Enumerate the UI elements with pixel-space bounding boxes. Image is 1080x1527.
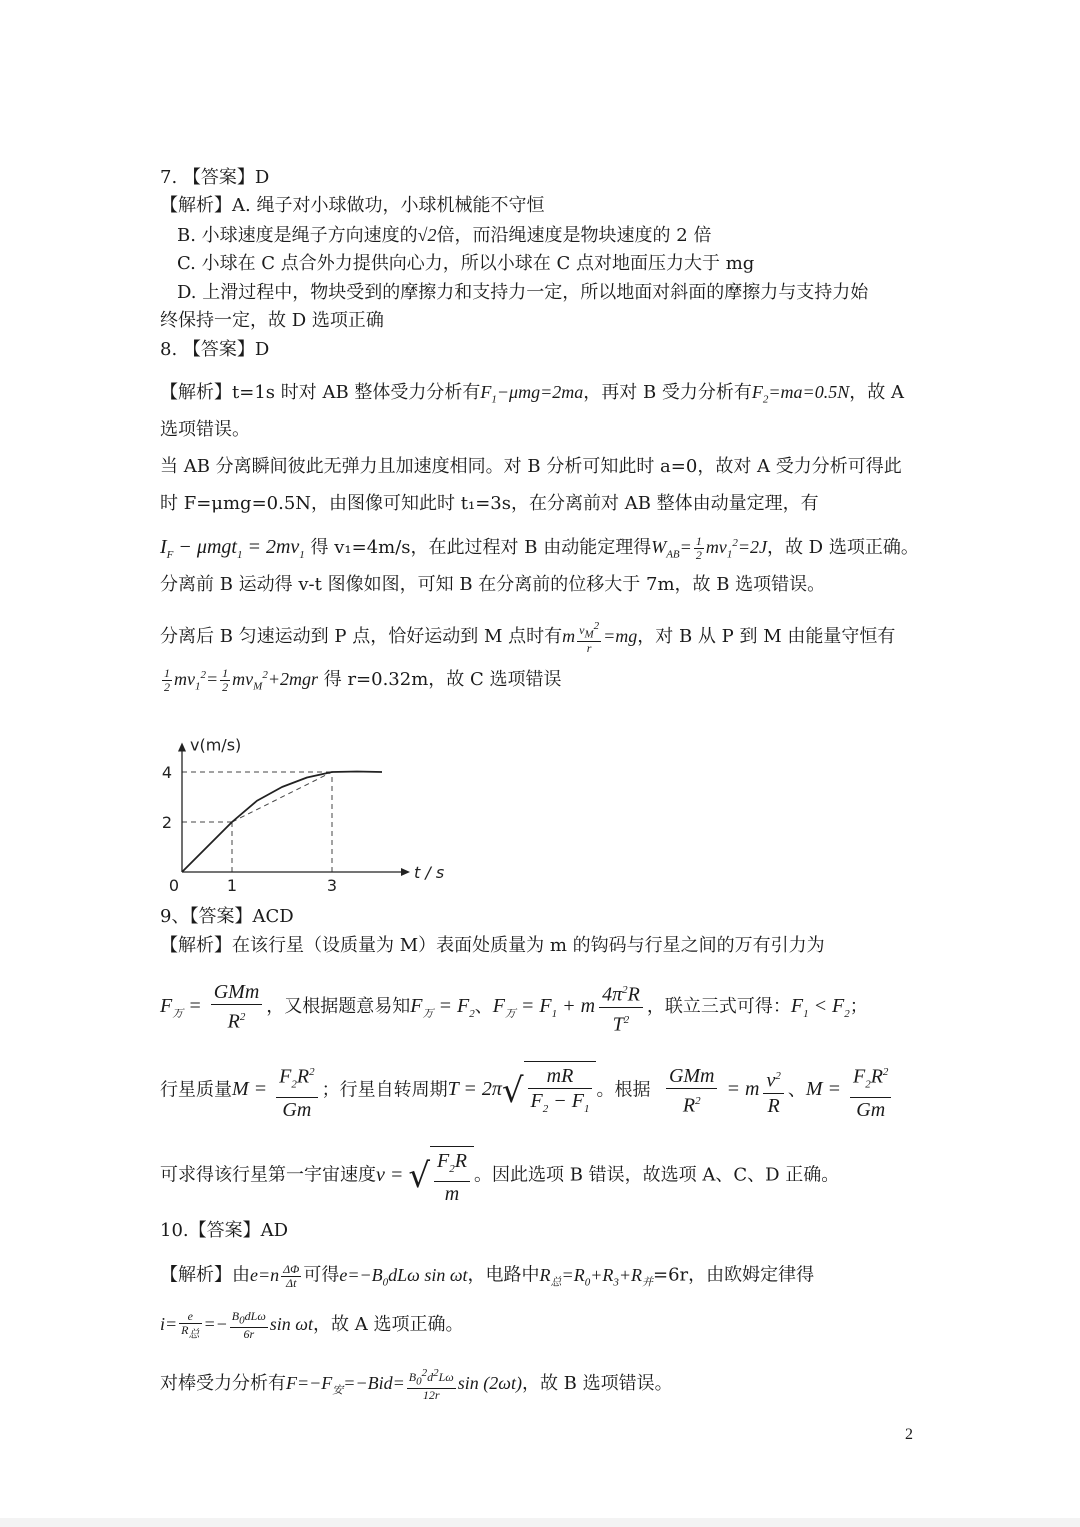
q9-l2-mid: ，又根据题意易知 — [266, 995, 411, 1017]
formula-mass2: M = $\frac{F_2R^2}{Gm}$ — [806, 1078, 896, 1100]
q8-l1-post: ，故 A — [849, 382, 904, 403]
q9-line3 — [160, 1060, 895, 1122]
vt-chart — [160, 712, 445, 902]
x-axis-arrow — [401, 868, 410, 876]
q9-answer: 9、【答案】ACD — [160, 906, 294, 927]
q8-line2: 选项错误。 — [160, 419, 250, 440]
x-tick-label-3: 3 — [326, 876, 338, 895]
formula-period: T = 2π√ $\frac{mR}{F_2 - F_1}$ — [448, 1078, 597, 1100]
q9-l2-post: ，联立三式可得： — [646, 995, 791, 1017]
q10-l2-post: ，故 A 选项正确。 — [313, 1313, 464, 1335]
page-number: 2 — [905, 1426, 913, 1443]
formula-force: $F=-F_安=-Bid=$ $\frac{B_0^2d^2L\omega}{12r}$ sin (2ωt) — [286, 1367, 522, 1403]
q9-l3-pre: 行星质量 — [160, 1079, 232, 1101]
formula-mass: M = $\frac{F_2R^2}{Gm}$ — [232, 1078, 322, 1100]
q9-line1: 【解析】在该行星（设质量为 M）表面处质量为 m 的钩码与行星之间的万有引力为 — [160, 935, 825, 956]
y-tick-label-2: 2 — [161, 813, 172, 832]
guide-line-4 — [232, 772, 332, 822]
q8-l8-post: 得 r=0.32m，故 C 选项错误 — [323, 669, 562, 690]
q9-l3-sep: 、 — [787, 1079, 806, 1101]
q7-analysis-a: 【解析】A. 绳子对小球做功，小球机械能不守恒 — [160, 195, 545, 216]
formula-energy: $\frac{1}{2}$ $mv_1^2=$ $\frac{1}{2}$ $mv_M^2+2mgr$ — [164, 666, 318, 695]
q10-l3-pre: 对棒受力分析有 — [160, 1372, 286, 1394]
q9-line4 — [160, 1146, 839, 1206]
q8-l7-pre: 分离后 B 匀速运动到 P 点，恰好运动到 M 点时有 — [160, 625, 563, 647]
q8-l5-post: ，故 D 选项正确。 — [766, 537, 919, 558]
q10-line3 — [160, 1367, 673, 1402]
q7-option-c: C. 小球在 C 点合外力提供向心力，所以小球在 C 点对地面压力大于 mg — [177, 253, 755, 274]
page-bottom-edge — [0, 1518, 1080, 1527]
formula-r-total: $R_总=R_0+R_3+R_并$ — [539, 1264, 654, 1289]
chart-guides — [182, 772, 332, 872]
q7-option-d1: D. 上滑过程中，物块受到的摩擦力和支持力一定，所以地面对斜面的摩擦力与支持力始 — [177, 282, 869, 303]
q8-line3: 当 AB 分离瞬间彼此无弹力且加速度相同。对 B 分析可知此时 a=0，故对 A 受力分析可得此 — [160, 456, 902, 477]
q8-l7-post: ，对 B 从 P 到 M 由能量守恒有 — [637, 625, 896, 647]
q7-answer: 7. 【答案】D — [160, 167, 270, 188]
x-axis-label: t / s — [414, 863, 445, 882]
q10-answer: 10.【答案】AD — [160, 1220, 289, 1241]
q8-line5 — [160, 532, 919, 566]
chart-axes — [178, 743, 410, 877]
x-tick-label-0: 0 — [168, 876, 180, 895]
formula-f-eq-f1: $F_万 = F_1 + m$ $\frac{4\pi^2R}{T^2}$ — [493, 995, 647, 1017]
q10-l1-mid2: ，电路中 — [467, 1264, 540, 1286]
formula-e: $e=-B_0dL\omega$ sin ωt — [339, 1264, 468, 1289]
q8-l5-mid: 得 v₁=4m/s，在此过程对 B 由动能定理得 — [310, 537, 652, 558]
q8-l1-mid: ，再对 B 受力分析有 — [583, 382, 752, 403]
q8-line1 — [160, 381, 904, 411]
q8-line6: 分离前 B 运动得 v-t 图像如图，可知 B 在分离前的位移大于 7m，故 B 选项错误。 — [160, 574, 826, 595]
q8-line4: 时 F=μmg=0.5N，由图像可知此时 t₁=3s，在分离前对 AB 整体由动量定理，有 — [160, 493, 819, 514]
q9-l4-post: 。因此选项 B 错误，故选项 A、C、D 正确。 — [473, 1164, 840, 1186]
formula-emf: e=n $\frac{\Delta\Phi}{\Delta t}$ — [250, 1262, 300, 1290]
formula-gravity: $F_万$ = GMm $R^2$ — [160, 995, 266, 1017]
q10-l1-mid: 可得 — [303, 1264, 340, 1286]
y-tick-label-4: 4 — [161, 763, 172, 782]
q8-line7 — [160, 620, 895, 655]
q7-b-post: 倍，而沿绳速度是物块速度的 2 倍 — [436, 225, 712, 246]
q8-answer: 8. 【答案】D — [160, 339, 270, 360]
formula-f-eq-f2: $F_万 = F_2$ — [410, 994, 475, 1020]
q9-l2-sep: 、 — [474, 995, 493, 1017]
q10-line2 — [160, 1310, 463, 1341]
q7-option-d2: 终保持一定，故 D 选项正确 — [160, 310, 384, 331]
q8-line8 — [160, 664, 562, 698]
q7-b-pre: B. 小球速度是绳子方向速度的 — [177, 225, 418, 246]
q10-line1 — [160, 1263, 814, 1293]
q9-l3-mid: ；行星自转周期 — [321, 1079, 448, 1101]
formula-f1-lt-f2: $F_1 < F_2$ — [790, 994, 850, 1020]
sqrt2-formula: √2 — [417, 225, 437, 245]
formula-f1: $F_1-\mu mg=2ma$ — [480, 382, 584, 406]
formula-work: $W_{AB}=$ $\frac{1}{2}$ $mv_1^2=2J$ — [651, 534, 767, 563]
y-axis-arrow — [178, 743, 186, 752]
q10-l1-post: =6r，由欧姆定律得 — [653, 1264, 815, 1286]
q8-l1-pre: 【解析】t=1s 时对 AB 整体受力分析有 — [160, 382, 481, 403]
q9-l3-post: 。根据 — [596, 1079, 651, 1101]
formula-centripetal: m $\frac{v_M^2}{r}$ =mg — [562, 620, 638, 656]
q9-line2: $F_万$ = GMm $R^2$ ，又根据题意易知$F_万 = F_2$、$F_万 = F_1 + m$ $\frac{4\pi^2R}{T^2}$ ，联立三式可得：$F_1 < F_2$； — [160, 978, 868, 1036]
formula-orbit: GMm $R^2$ = m $\frac{v^2}{R}$ — [662, 1078, 788, 1100]
x-tick-label-1: 1 — [226, 876, 238, 895]
formula-velocity: v = √ $\frac{F_2R}{m}$ — [376, 1164, 474, 1186]
formula-f2: $F_2=ma=0.5N$ — [751, 382, 850, 406]
q9-l4-pre: 可求得该行星第一宇宙速度 — [160, 1164, 376, 1186]
q10-l1-pre: 【解析】由 — [160, 1264, 250, 1286]
q7-option-b — [177, 224, 711, 247]
formula-current: i= $\frac{e}{R_总}$ =− $\frac{B_0dL\omega}{6r}$ sin ωt — [160, 1309, 314, 1342]
y-axis-label: v(m/s) — [190, 735, 242, 755]
q10-l3-post: ，故 B 选项错误。 — [521, 1372, 673, 1394]
formula-impulse: $I_F - \mu mgt_1 = 2mv_1$ — [160, 536, 305, 561]
